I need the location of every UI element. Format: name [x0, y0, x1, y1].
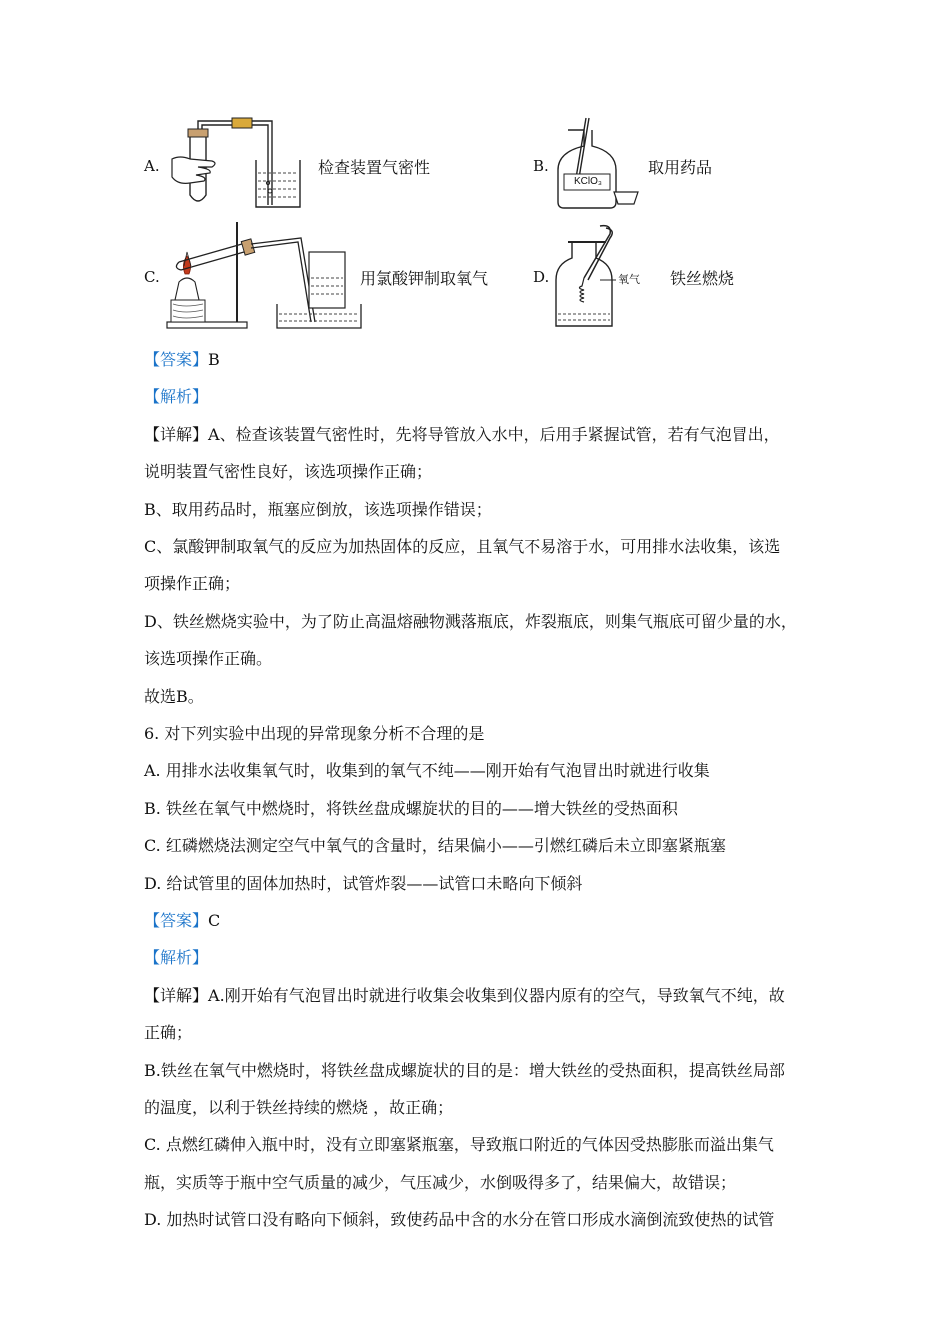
q6-analysis-heading: 【解析】: [144, 948, 209, 967]
option-d-letter: D.: [533, 268, 550, 286]
option-a-caption: 检查装置气密性: [318, 158, 431, 177]
q6-detail-line-2: 正确；: [144, 1023, 193, 1042]
oxygen-preparation-apparatus-icon: [165, 222, 365, 338]
option-b-letter: B.: [533, 157, 549, 175]
q6-detail-line-6: 瓶，实质等于瓶中空气质量的减少，气压减少，水倒吸得多了，结果偏大，故错误；: [144, 1173, 737, 1192]
option-d-caption: 铁丝燃烧: [670, 269, 735, 288]
q5-conclusion: 故选B。: [144, 687, 204, 706]
q6-option-b: B. 铁丝在氧气中燃烧时，将铁丝盘成螺旋状的目的——增大铁丝的受热面积: [144, 799, 678, 818]
q5-detail-line-4: C、氯酸钾制取氧气的反应为加热固体的反应，且氧气不易溶于水，可用排水法收集，该选: [144, 537, 781, 556]
bottle-label: KClO₃: [574, 176, 602, 187]
iron-wire-combustion-bottle-icon: [554, 222, 674, 336]
q5-analysis-heading: 【解析】: [144, 387, 209, 406]
q6-detail-line-5: C. 点燃红磷伸入瓶中时，没有立即塞紧瓶塞，导致瓶口附近的气体因受热膨胀而溢出集气: [144, 1135, 774, 1154]
q5-detail-line-3: B、取用药品时，瓶塞应倒放，该选项操作错误；: [144, 500, 492, 519]
reagent-bottle-taking-drug-icon: [554, 118, 644, 217]
airtightness-check-apparatus-icon: [160, 115, 310, 219]
q6-detail-line-4: 的温度，以利于铁丝持续的燃烧 ，故正确；: [144, 1098, 454, 1117]
q6-option-c: C. 红磷燃烧法测定空气中氧气的含量时，结果偏小——引燃红磷后未立即塞紧瓶塞: [144, 836, 726, 855]
q5-detail-line-1: 【详解】A、检查该装置气密性时，先将导管放入水中，后用手紧握试管，若有气泡冒出，: [144, 425, 780, 444]
option-c-caption: 用氯酸钾制取氧气: [360, 269, 489, 288]
q6-option-d: D. 给试管里的固体加热时，试管炸裂——试管口未略向下倾斜: [144, 874, 583, 893]
oxygen-label: 氧气: [618, 273, 640, 286]
q6-detail-line-3: B.铁丝在氧气中燃烧时，将铁丝盘成螺旋状的目的是：增大铁丝的受热面积，提高铁丝局部: [144, 1061, 785, 1080]
q5-answer: 【答案】B: [144, 350, 220, 369]
option-b-caption: 取用药品: [648, 158, 713, 177]
q5-detail-line-6: D、铁丝燃烧实验中，为了防止高温熔融物溅落瓶底，炸裂瓶底，则集气瓶底可留少量的水，: [144, 612, 797, 631]
q5-detail-line-2: 说明装置气密性良好，该选项操作正确；: [144, 462, 433, 481]
q5-detail-line-5: 项操作正确；: [144, 574, 241, 593]
q6-detail-line-1: 【详解】A.刚开始有气泡冒出时就进行收集会收集到仪器内原有的空气，导致氧气不纯，故: [144, 986, 785, 1005]
q5-detail-line-7: 该选项操作正确。: [144, 649, 273, 668]
q6-option-a: A. 用排水法收集氧气时，收集到的氧气不纯——刚开始有气泡冒出时就进行收集: [144, 761, 710, 780]
q6-answer: 【答案】C: [144, 911, 221, 930]
q6-detail-line-7: D. 加热时试管口没有略向下倾斜，致使药品中含的水分在管口形成水滴倒流致使热的试管: [144, 1210, 775, 1229]
q6-stem: 6. 对下列实验中出现的异常现象分析不合理的是: [144, 724, 485, 743]
option-c-letter: C.: [144, 268, 160, 286]
option-a-letter: A.: [144, 157, 160, 175]
